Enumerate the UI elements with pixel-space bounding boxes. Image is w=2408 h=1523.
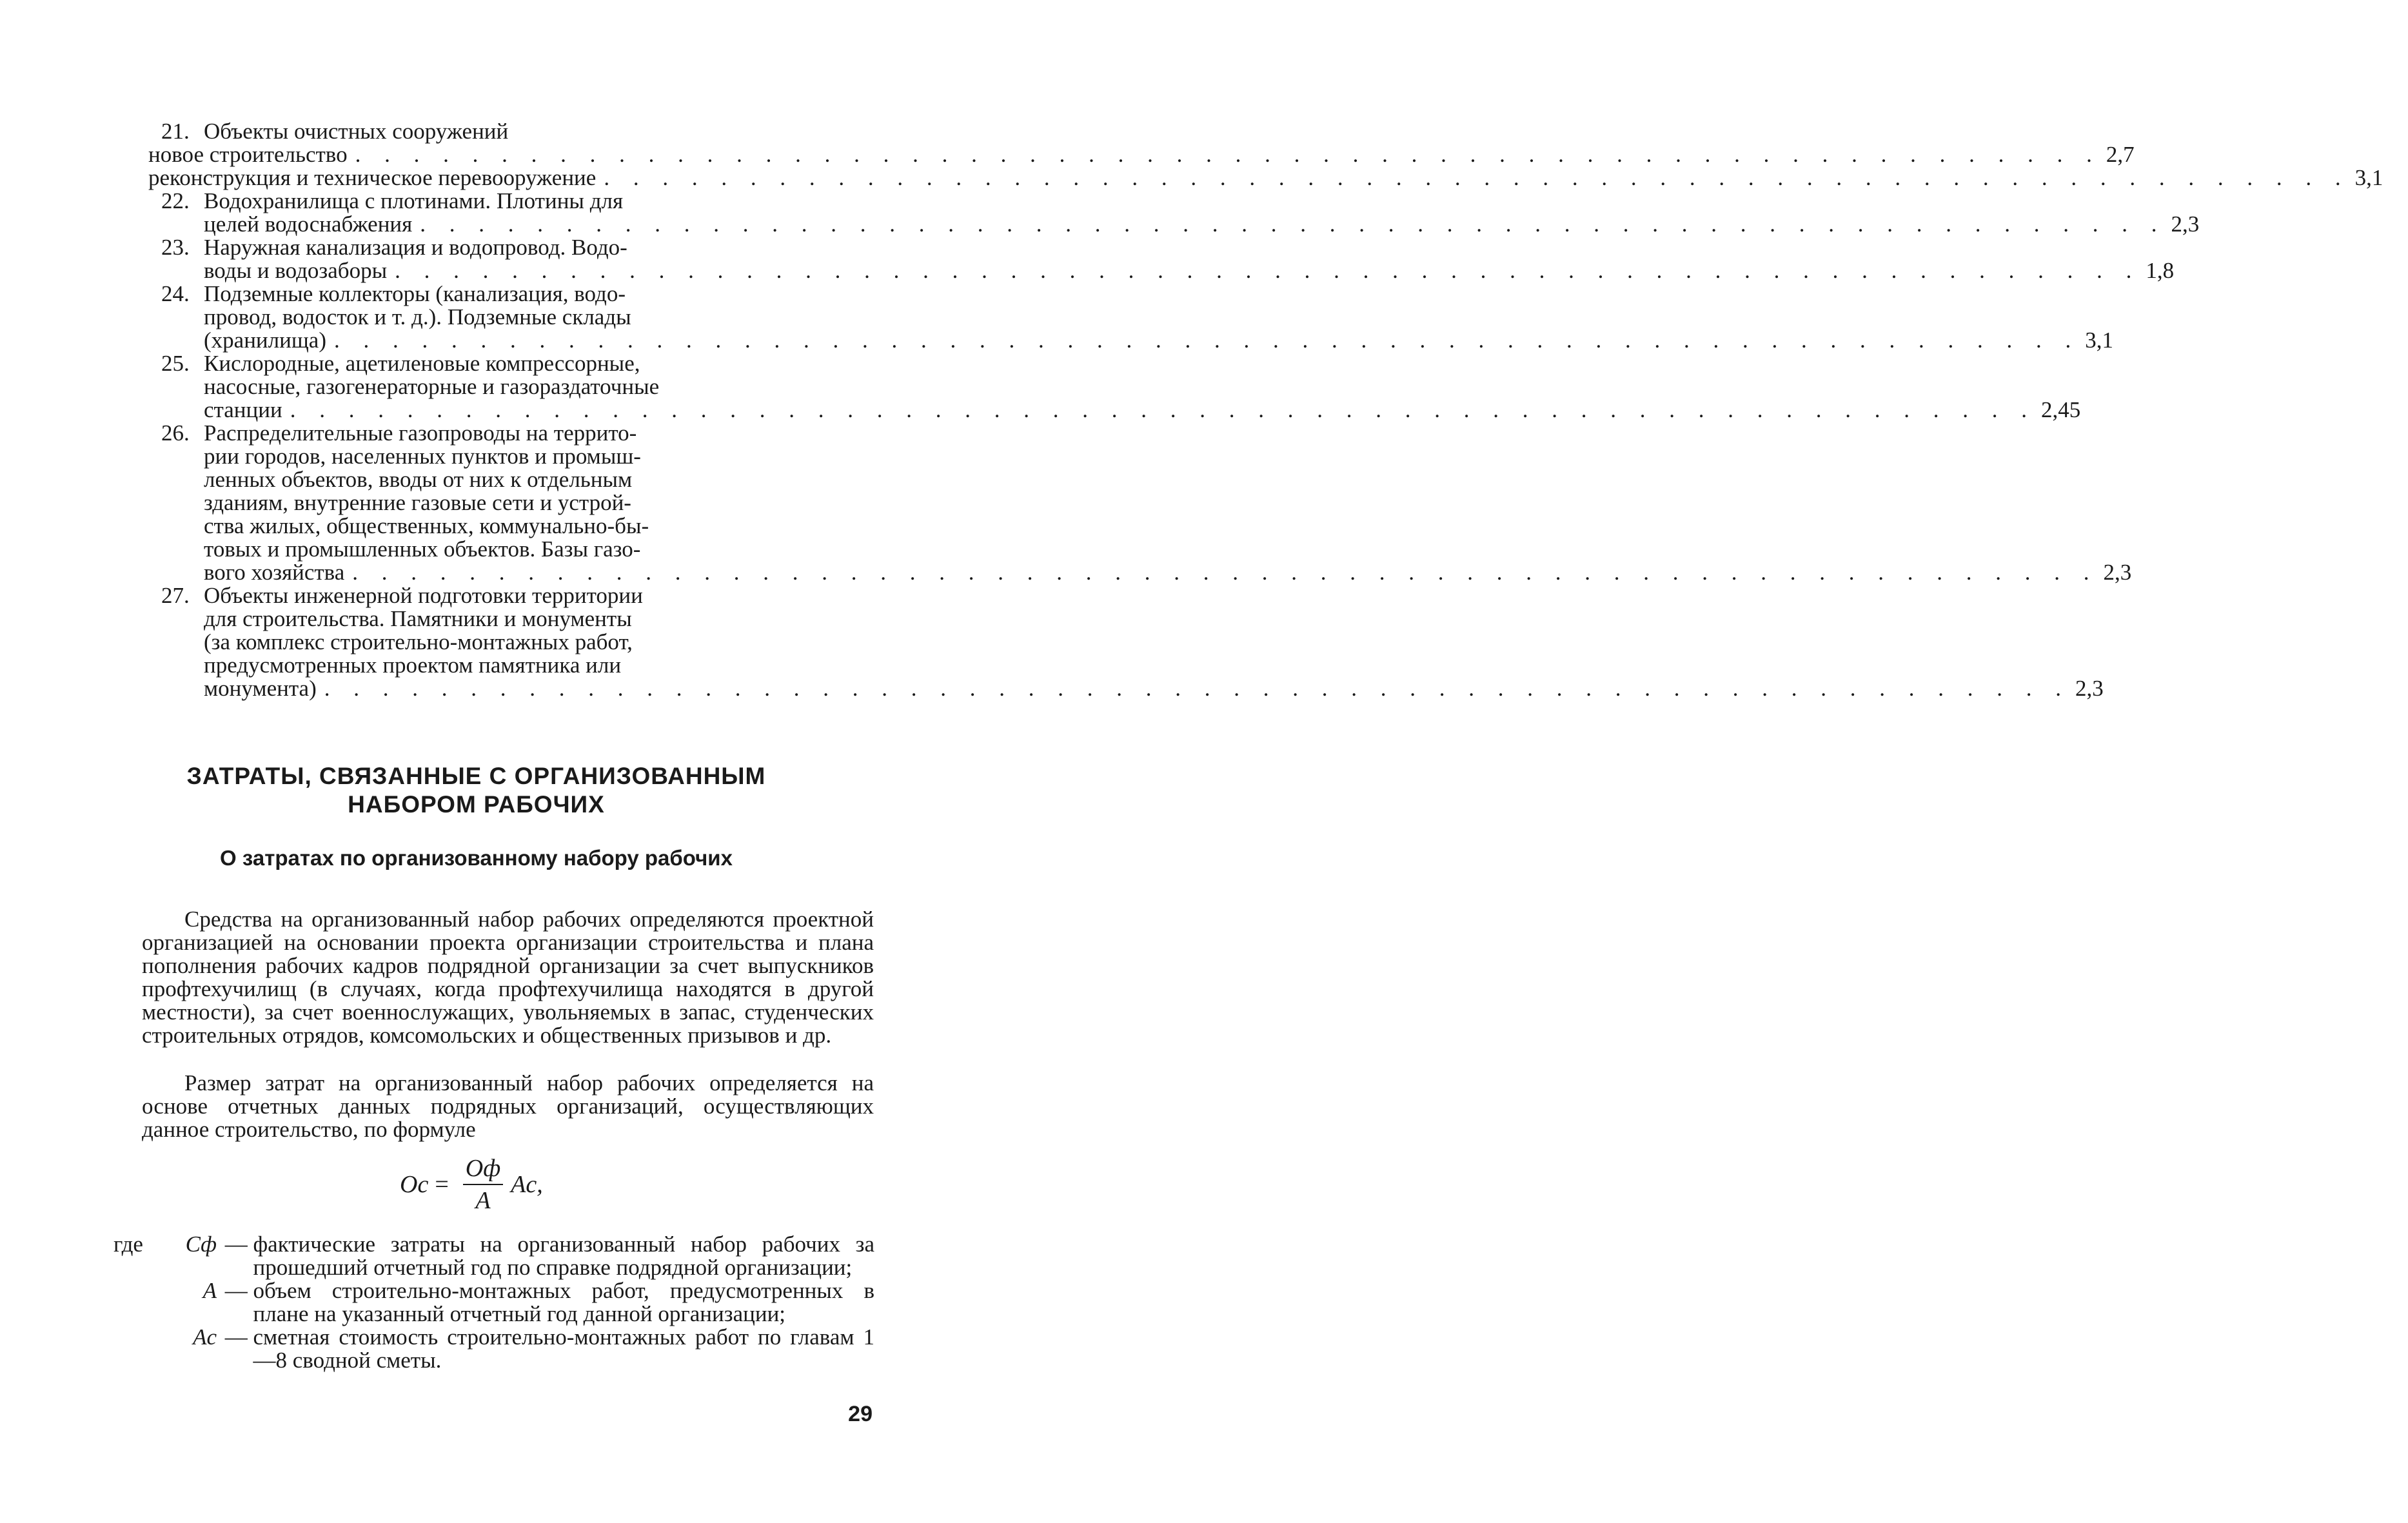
item-text: монумента) xyxy=(204,676,317,701)
item-text: ства жилых, общественных, коммунально-бы- xyxy=(204,513,649,538)
subsection-title: О затратах по организованному набору рабочих xyxy=(220,846,733,870)
coefficient-value: 3,1 xyxy=(2085,328,2113,353)
definitions-lead: где xyxy=(113,1232,143,1257)
section-title xyxy=(0,762,952,819)
item-text: Подземные коллекторы (канализация, водо- xyxy=(204,281,626,306)
definition-row xyxy=(113,1279,874,1326)
formula-denominator: A xyxy=(475,1187,491,1214)
item-text: (за комплекс строительно-монтажных работ, xyxy=(204,629,633,654)
list-subrow xyxy=(148,165,2383,190)
list-item xyxy=(161,235,2175,283)
leader-dots: . . . . . . . . . . . . . . . . . . . . . . . . . . . . . . . . . . . . . . . . . . . . . . . . . . . . . . . . . . . . xyxy=(334,328,2080,353)
cost-coefficient-list xyxy=(148,119,2383,701)
definition-symbol: Сф xyxy=(185,1232,217,1257)
item-text: провод, водосток и т. д.). Подземные склады xyxy=(204,304,631,329)
item-text: Кислородные, ацетиленовые компрессорные, xyxy=(204,351,640,376)
item-number: 25. xyxy=(161,351,190,376)
list-item xyxy=(161,420,2132,585)
item-text: станции xyxy=(204,397,282,422)
formula-numerator: Oф xyxy=(463,1154,503,1185)
formula-equals: = xyxy=(435,1171,449,1198)
list-item xyxy=(161,281,2113,353)
paragraph: Размер затрат на организованный набор рабочих определяется на основе отчетных данных подрядных организаций, осуществляющих данное строительство, по формуле xyxy=(142,1070,874,1142)
item-number: 27. xyxy=(161,583,190,608)
definition-row xyxy=(113,1326,874,1372)
leader-dots: . . . . . . . . . . . . . . . . . . . . . . . . . . . . . . . . . . . . . . . . . . . . . . . . . . . . . . . . . . . . xyxy=(352,560,2098,585)
item-text: Распределительные газопроводы на террито- xyxy=(204,420,637,446)
item-text: товых и промышленных объектов. Базы газо- xyxy=(204,536,641,562)
formula xyxy=(400,1154,543,1215)
item-text: Наружная канализация и водопровод. Водо- xyxy=(204,235,627,260)
formula-fraction xyxy=(463,1154,503,1215)
coefficient-value: 3,1 xyxy=(2354,165,2383,190)
definition-dash: — xyxy=(219,1278,253,1303)
list-item xyxy=(161,120,813,143)
item-text: вого хозяйства xyxy=(204,560,345,585)
item-number: 21. xyxy=(161,119,190,144)
coefficient-value: 2,45 xyxy=(2040,397,2081,422)
item-text: предусмотренных проектом памятника или xyxy=(204,653,622,678)
item-number: 22. xyxy=(161,188,190,213)
coefficient-value: 2,3 xyxy=(2103,560,2132,585)
item-text: целей водоснабжения xyxy=(204,211,413,237)
paragraph: Средства на организованный набор рабочих определяются проектной организацией на основании проекта организации строительства и плана пополнения рабочих кадров подрядной организации за счет выпускников профтехучилищ (в случаях, когда профтехучилища находятся в другой местности), за счет военнослужащих, увольняемых в запас, студенческих строительных отрядов, комсомольских и общественных призывов и др. xyxy=(142,907,874,1048)
item-text: реконструкция и техническое перевооружение xyxy=(148,165,597,190)
item-text: Объекты очистных сооружений xyxy=(204,119,509,144)
formula-lhs: Oс xyxy=(400,1171,429,1198)
leader-dots: . . . . . . . . . . . . . . . . . . . . . . . . . . . . . . . . . . . . . . . . . . . . . . . . . . . . . . . . . . . . xyxy=(355,142,2101,167)
definition-symbol: Aс xyxy=(193,1324,217,1350)
list-subrow xyxy=(148,142,2135,167)
definition-symbol: A xyxy=(202,1278,217,1303)
leader-dots: . . . . . . . . . . . . . . . . . . . . . . . . . . . . . . . . . . . . . . . . . . . . . . . . . . . . . . . . . . . . xyxy=(324,676,2070,701)
item-text: для строительства. Памятники и монументы xyxy=(204,606,632,631)
coefficient-value: 2,3 xyxy=(2075,676,2104,701)
item-text: новое строительство xyxy=(148,142,348,167)
formula-rhs: Aс, xyxy=(511,1171,543,1198)
item-number: 23. xyxy=(161,235,190,260)
item-text: воды и водозаборы xyxy=(204,258,388,283)
leader-dots: . . . . . . . . . . . . . . . . . . . . . . . . . . . . . . . . . . . . . . . . . . . . . . . . . . . . . . . . . . . . xyxy=(290,397,2036,422)
leader-dots: . . . . . . . . . . . . . . . . . . . . . . . . . . . . . . . . . . . . . . . . . . . . . . . . . . . . . . . . . . . . xyxy=(420,211,2166,237)
definition-row xyxy=(113,1233,874,1279)
definitions xyxy=(113,1233,874,1372)
definition-dash: — xyxy=(219,1232,253,1257)
section-title-line: НАБОРОМ РАБОЧИХ xyxy=(348,791,605,818)
definition-text: сметная стоимость строительно-монтажных работ по главам 1—8 сводной сметы. xyxy=(253,1324,874,1373)
coefficient-value: 1,8 xyxy=(2146,258,2175,283)
list-item xyxy=(161,583,2104,701)
list-item xyxy=(161,351,2081,422)
item-text: Водохранилища с плотинами. Плотины для xyxy=(204,188,624,213)
list-item xyxy=(161,188,2200,237)
page-number: 29 xyxy=(848,1402,873,1426)
coefficient-value: 2,3 xyxy=(2171,211,2200,237)
leader-dots: . . . . . . . . . . . . . . . . . . . . . . . . . . . . . . . . . . . . . . . . . . . . . . . . . . . . . . . . . . . . xyxy=(395,258,2141,283)
item-text: рии городов, населенных пунктов и промыш- xyxy=(204,444,641,469)
coefficient-value: 2,7 xyxy=(2106,142,2135,167)
item-text: ленных объектов, вводы от них к отдельным xyxy=(204,467,633,492)
item-text: Объекты инженерной подготовки территории xyxy=(204,583,643,608)
item-text: зданиям, внутренние газовые сети и устрой- xyxy=(204,490,631,515)
definition-text: объем строительно-монтажных работ, предусмотренных в плане на указанный отчетный год данной организации; xyxy=(253,1278,874,1326)
definition-text: фактические затраты на организованный набор рабочих за прошедший отчетный год по справке подрядной организации; xyxy=(253,1232,874,1280)
section-title-line: ЗАТРАТЫ, СВЯЗАННЫЕ С ОРГАНИЗОВАННЫМ xyxy=(186,763,766,789)
leader-dots: . . . . . . . . . . . . . . . . . . . . . . . . . . . . . . . . . . . . . . . . . . . . . . . . . . . . . . . . . . . . xyxy=(604,165,2350,190)
item-text: (хранилища) xyxy=(204,328,326,353)
item-text: насосные, газогенераторные и газораздаточные xyxy=(204,374,660,399)
item-number: 24. xyxy=(161,281,190,306)
definition-dash: — xyxy=(219,1324,253,1350)
item-number: 26. xyxy=(161,420,190,446)
